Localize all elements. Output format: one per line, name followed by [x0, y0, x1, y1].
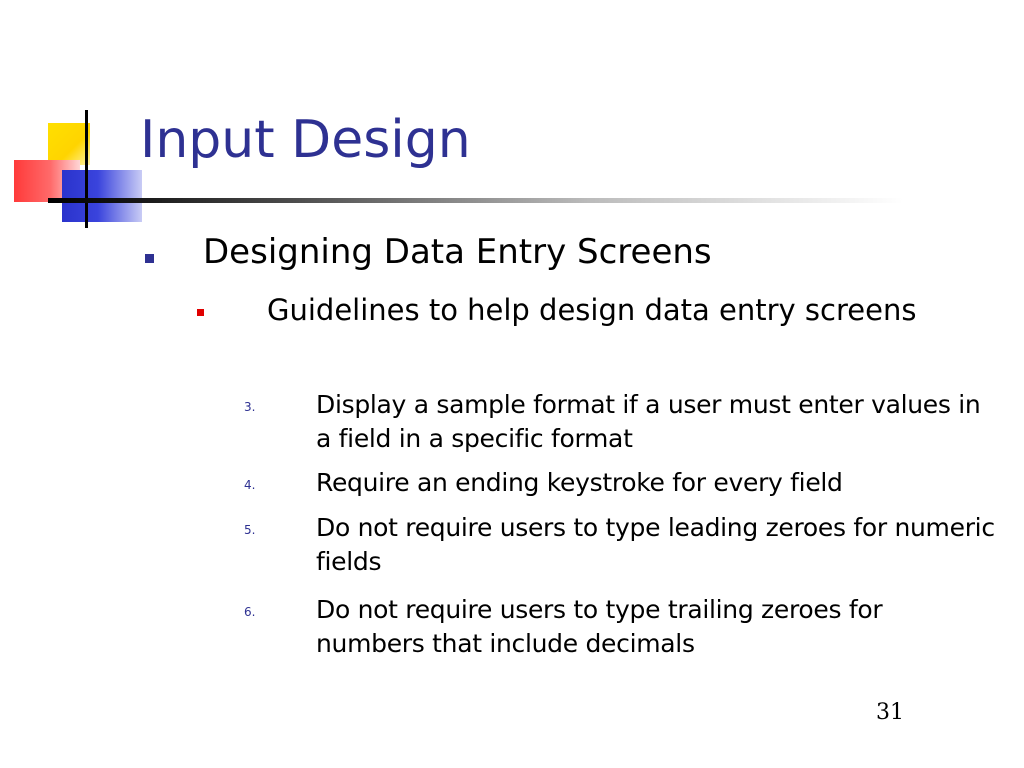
item-number: 6. — [244, 605, 256, 619]
item-text: Do not require users to type leading zeroes for numeric fields — [316, 513, 995, 576]
item-number: 3. — [244, 400, 256, 414]
bullet-level1-text: Designing Data Entry Screens — [203, 232, 712, 272]
item-text: Do not require users to type trailing zeroes for numbers that include decimals — [316, 595, 883, 658]
logo-vertical-line — [85, 110, 88, 228]
item-number: 4. — [244, 478, 256, 492]
bullet-level2-text: Guidelines to help design data entry screens — [267, 293, 917, 327]
page-number: 31 — [876, 700, 904, 725]
slide-title: Input Design — [140, 110, 471, 170]
square-bullet-icon — [145, 254, 154, 263]
title-underline — [48, 198, 948, 203]
logo-blue-square — [62, 170, 142, 222]
square-bullet-icon — [197, 309, 204, 316]
item-text: Require an ending keystroke for every field — [316, 468, 843, 497]
logo-yellow-square — [48, 123, 90, 165]
item-number: 5. — [244, 523, 256, 537]
item-text: Display a sample format if a user must enter values in a field in a specific format — [316, 390, 981, 453]
